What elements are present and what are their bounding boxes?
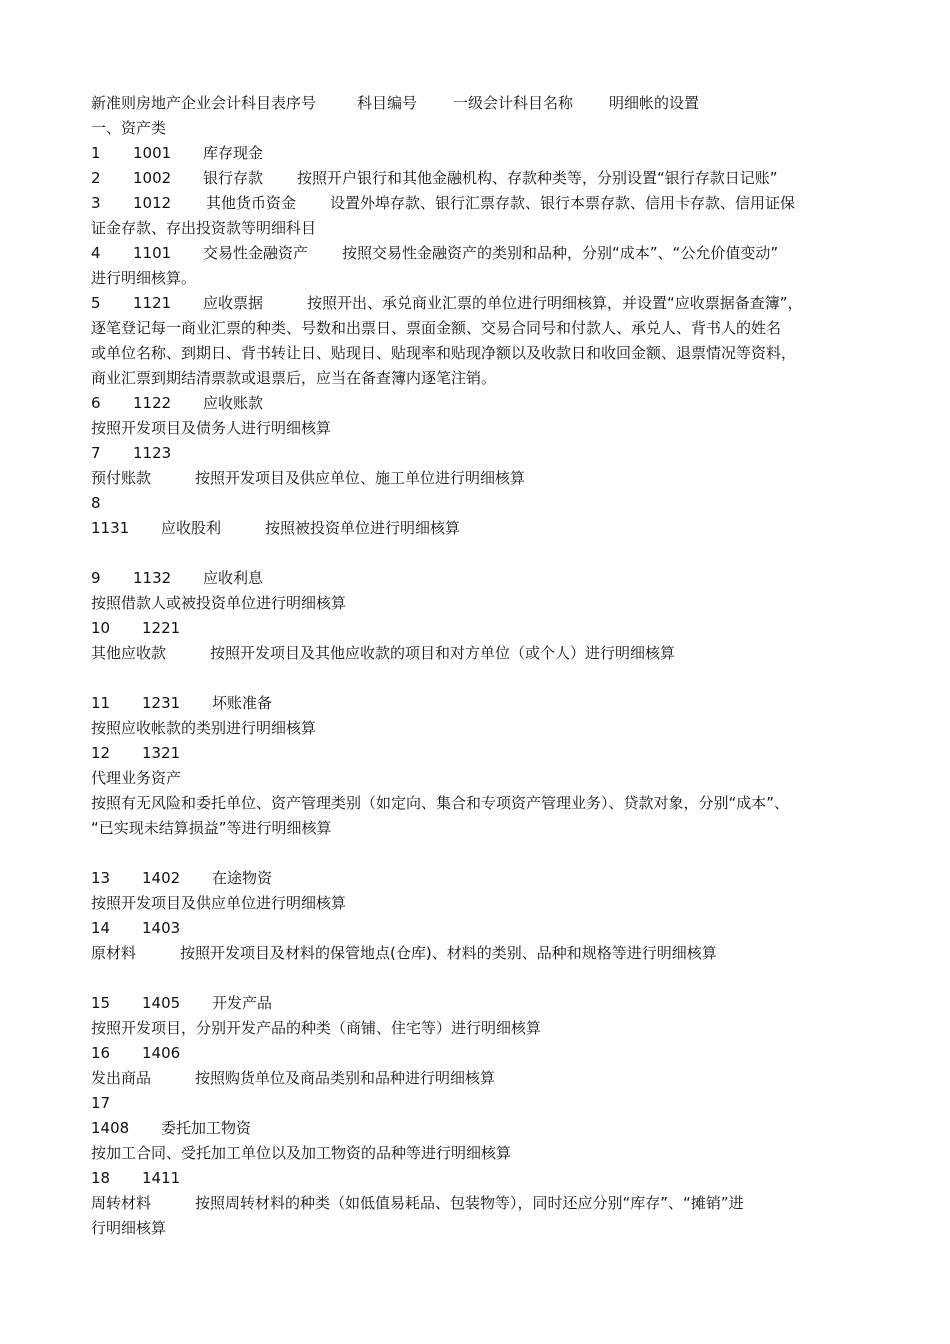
account-row [91,1091,863,1116]
row-detail: 按照开发项目及材料的保管地点(仓库)、材料的类别、品种和规格等进行明细核算 [180,944,717,962]
row-name: 银行存款 [203,169,264,187]
row-code: 1221 [142,619,181,637]
account-row [91,991,863,1016]
row-code: 1132 [133,569,172,587]
row-name: 周转材料 [91,1194,152,1212]
row-detail: 按照借款人或被投资单位进行明细核算 [91,594,347,612]
document-page [91,91,863,1241]
account-row [91,866,863,891]
row-seq: 3 [91,194,101,212]
account-row [91,691,863,716]
row-seq: 12 [91,744,111,762]
row-seq: 16 [91,1044,111,1062]
row-code: 1411 [142,1169,181,1187]
row-detail: 按照开发项目及供应单位进行明细核算 [91,894,347,912]
account-row [91,166,863,191]
row-detail: 按照购货单位及商品类别和品种进行明细核算 [195,1069,496,1087]
row-name: 交易性金融资产 [203,244,309,262]
row-code: 1123 [133,444,172,462]
row-detail: 按照被投资单位进行明细核算 [265,519,461,537]
row-detail: 按照开出、承兑商业汇票的单位进行明细核算，并设置“应收票据备查簿”， [307,294,803,312]
row-seq: 11 [91,694,111,712]
row-name: 应收利息 [203,569,264,587]
account-row [91,141,863,166]
account-row [91,566,863,591]
row-name: 预付账款 [91,469,152,487]
row-detail: 按照开发项目及其他应收款的项目和对方单位（或个人）进行明细核算 [210,644,676,662]
row-name: 库存现金 [203,144,264,162]
account-row [91,491,863,516]
row-detail-cont: 或单位名称、到期日、背书转让日、贴现日、贴现率和贴现净额以及收款日和收回金额、退票情况等资料， [91,344,797,362]
row-code: 1402 [142,869,181,887]
account-row [91,241,863,266]
row-seq: 15 [91,994,111,1012]
row-name: 委托加工物资 [161,1119,252,1137]
row-name: 应收票据 [203,294,264,312]
table-header [91,91,863,116]
row-detail: 按照开发项目及供应单位、施工单位进行明细核算 [195,469,526,487]
row-code: 1012 [133,194,172,212]
row-name: 应收账款 [203,394,264,412]
account-row-cont [91,516,863,541]
account-row [91,916,863,941]
account-row-cont [91,1191,863,1216]
row-name: 其他货币资金 [206,194,297,212]
account-row [91,616,863,641]
row-detail: 按照交易性金融资产的类别和品种，分别“成本”、“公允价值变动” [342,244,779,262]
row-name: 发出商品 [91,1069,152,1087]
row-code: 1321 [142,744,181,762]
row-code: 1122 [133,394,172,412]
row-code: 1002 [133,169,172,187]
row-code: 1101 [133,244,172,262]
row-seq: 13 [91,869,111,887]
row-name: 坏账准备 [212,694,273,712]
account-row-cont [91,641,863,666]
row-seq: 17 [91,1094,111,1112]
row-code: 1131 [91,519,130,537]
row-detail-cont: 证金存款、存出投资款等明细科目 [91,219,317,237]
row-detail: 按照应收帐款的类别进行明细核算 [91,719,317,737]
row-seq: 7 [91,444,101,462]
row-seq: 9 [91,569,101,587]
row-detail-cont: 行明细核算 [91,1219,167,1237]
row-name: 代理业务资产 [91,769,182,787]
row-detail: 按照开发项目，分别开发产品的种类（商铺、住宅等）进行明细核算 [91,1019,542,1037]
row-detail: 按加工合同、受托加工单位以及加工物资的品种等进行明细核算 [91,1144,512,1162]
row-detail: 按照有无风险和委托单位、资产管理类别（如定向、集合和专项资产管理业务）、贷款对象，分别“成本”、 [91,794,790,812]
account-row [91,741,863,766]
row-seq: 6 [91,394,101,412]
row-detail: 按照开发项目及债务人进行明细核算 [91,419,332,437]
row-seq: 2 [91,169,101,187]
account-row-cont [91,941,863,966]
header-col-name: 一级会计科目名称 [453,94,574,112]
section-heading: 一、资产类 [91,119,167,137]
row-detail-cont: “已实现未结算损益”等进行明细核算 [91,819,332,837]
row-code: 1405 [142,994,181,1012]
row-seq: 4 [91,244,101,262]
account-row [91,391,863,416]
row-code: 1001 [133,144,172,162]
row-seq: 8 [91,494,101,512]
row-name: 开发产品 [212,994,273,1012]
row-seq: 10 [91,619,111,637]
row-seq: 5 [91,294,101,312]
row-name: 其他应收款 [91,644,167,662]
account-row [91,291,863,316]
row-seq: 14 [91,919,111,937]
account-row [91,1166,863,1191]
account-row [91,441,863,466]
row-detail-cont: 商业汇票到期结清票款或退票后，应当在备查簿内逐笔注销。 [91,369,497,387]
row-code: 1231 [142,694,181,712]
header-title: 新准则房地产企业会计科目表序号 [91,94,317,112]
row-detail-cont: 逐笔登记每一商业汇票的种类、号数和出票日、票面金额、交易合同号和付款人、承兑人、背书人的姓名 [91,319,782,337]
row-code: 1406 [142,1044,181,1062]
row-name: 在途物资 [212,869,273,887]
account-row-cont [91,466,863,491]
account-row-cont [91,1116,863,1141]
account-row [91,191,863,216]
account-row [91,1041,863,1066]
row-name: 应收股利 [161,519,222,537]
row-detail: 按照开户银行和其他金融机构、存款种类等，分别设置“银行存款日记账” [297,169,778,187]
row-code: 1121 [133,294,172,312]
row-detail: 设置外埠存款、银行汇票存款、银行本票存款、信用卡存款、信用证保 [330,194,796,212]
account-row-cont [91,1066,863,1091]
row-code: 1403 [142,919,181,937]
row-name: 原材料 [91,944,137,962]
row-code: 1408 [91,1119,130,1137]
row-seq: 1 [91,144,101,162]
row-detail: 按照周转材料的种类（如低值易耗品、包装物等），同时还应分别“库存”、“摊销”进 [195,1194,744,1212]
row-seq: 18 [91,1169,111,1187]
header-col-code: 科目编号 [357,94,418,112]
row-detail-cont: 进行明细核算。 [91,269,197,287]
header-col-detail: 明细帐的设置 [609,94,700,112]
